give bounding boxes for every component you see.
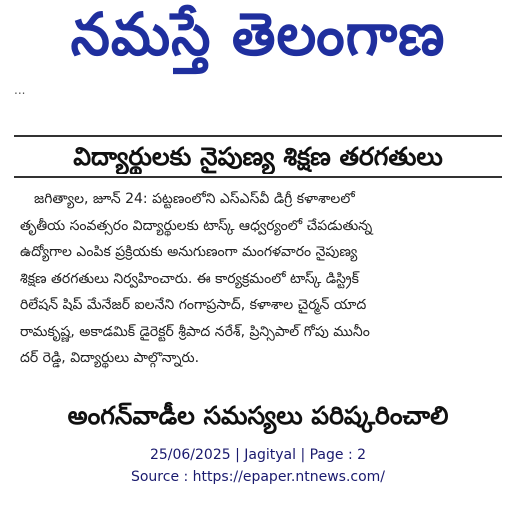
headline-top-rule (14, 135, 502, 137)
newspaper-masthead (0, 0, 516, 84)
footer-source: Source : https://epaper.ntnews.com/ (130, 469, 386, 485)
article-headline: విద్యార్థులకు నైపుణ్య శిక్షణ తరగతులు (73, 142, 443, 171)
masthead-title: నమస్తే తెలంగాణ (70, 0, 446, 69)
cut-off-text-strip (0, 88, 516, 110)
article-line: రామకృష్ణ, అకాడమిక్ డైరెక్టర్ శ్రీపాద నరేశ్, ప్రిన్సిపాల్ గోపు మునీం (20, 323, 370, 340)
article-line: రిలేషన్ షిప్ మేనేజర్ ఐలనేని గంగాప్రసాద్, కళాశాల చైర్మన్ యాద (20, 297, 367, 313)
article-line: ఉద్యోగాల ఎంపిక ప్రక్రియకు అనుగుణంగా మంగళవారం నైపుణ్య (20, 244, 358, 260)
article-line: జగిత్యాల, జూన్ 24: పట్టణంలోని ఎస్‌ఎస్‌వీ డిగ్రీ కళాశాలలో (34, 191, 355, 207)
next-article-headline: అంగన్‌వాడీల సమస్యలు పరిష్కరించాలి (67, 401, 449, 430)
article-line: శిక్షణ తరగతులు నిర్వహించారు. ఈ కార్యక్రమంలో టాస్క్ డిస్ట్రిక్ (20, 270, 359, 287)
source-footer (0, 444, 516, 488)
headline-bottom-rule (14, 176, 502, 178)
cut-off-text: ... (14, 88, 26, 97)
footer-date-page: 25/06/2025 | Jagityal | Page : 2 (149, 447, 367, 463)
article-line: తృతీయ సంవత్సరం విద్యార్థులకు టాస్క్ ఆధ్వర్యంలో చేపడుతున్న (20, 217, 373, 234)
article-line: దర్ రెడ్డి, విద్యార్థులు పాల్గొన్నారు. (20, 350, 200, 366)
article-body (20, 186, 500, 372)
